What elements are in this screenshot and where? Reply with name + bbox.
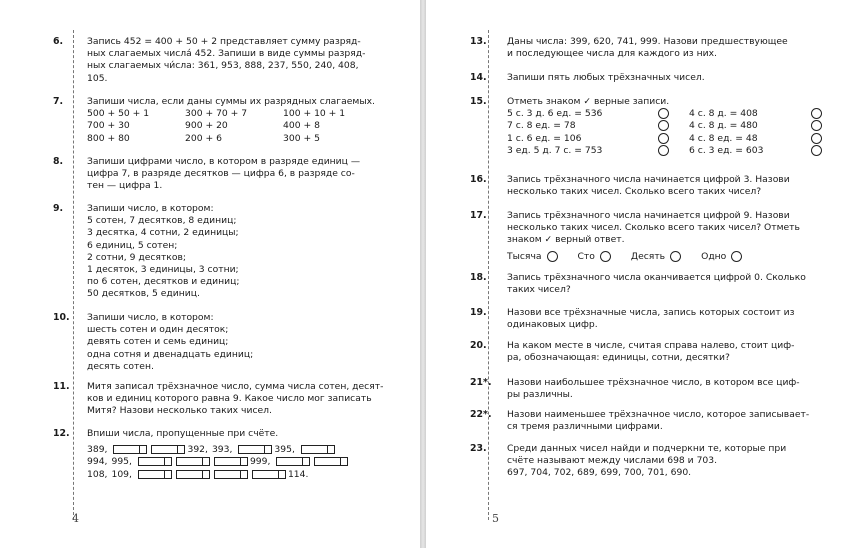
answer-box[interactable] [113, 445, 147, 454]
answer-box[interactable] [176, 470, 210, 479]
task-text [87, 381, 383, 418]
answer-option [507, 251, 558, 263]
task-number: 10. [53, 312, 70, 323]
task-text [87, 36, 365, 85]
check-statement: 3 ед. 5 д. 7 с. = 753 [507, 144, 603, 156]
task-line: Запиши цифрами число, в котором в разряде единиц — [87, 156, 361, 167]
sum-row [87, 120, 375, 132]
task-line: Отметь знаком ✓ верные записи. [507, 96, 670, 107]
sum-cell: 300 + 70 + 7 [185, 108, 248, 120]
task-line: 5 сотен, 7 десятков, 8 единиц; [87, 215, 237, 227]
task-line: 2 сотни, 9 десятков; [87, 251, 186, 263]
check-statement: 1 с. 6 ед. = 106 [507, 132, 582, 144]
task-line: Даны числа: 399, 620, 741, 999. Назови предшествующее [507, 36, 788, 47]
task-line: Назови наибольшее трёхзначное число, в котором все циф- [507, 377, 800, 388]
right-margin-line [488, 30, 489, 520]
check-row [507, 120, 829, 132]
option-label: Тысяча [507, 250, 542, 262]
right-page [426, 0, 854, 548]
task-number: 18. [470, 272, 487, 283]
task-line: знаком ✓ верный ответ. [507, 234, 625, 246]
check-row [507, 108, 829, 120]
check-entry [507, 133, 689, 145]
task-line: ных слагаемых чи́сла: 361, 953, 888, 237, 550, 240, 408, [87, 60, 359, 72]
check-circle[interactable] [811, 145, 822, 156]
check-statement: 4 с. 8 д. = 480 [689, 120, 758, 132]
answer-box[interactable] [214, 457, 248, 466]
task-line: ся тремя различными цифрами. [507, 421, 663, 433]
task-line: десять сотен. [87, 360, 154, 372]
task-line: шесть сотен и один десяток; [87, 324, 229, 336]
task-text [507, 174, 790, 198]
task-number: 19. [470, 307, 487, 318]
task-text [507, 210, 800, 263]
task-line: 1 десяток, 3 единицы, 3 сотни; [87, 264, 239, 276]
task-line: Впиши числа, пропущенные при счёте. [87, 428, 279, 439]
check-entry [689, 145, 829, 157]
left-page [0, 0, 420, 548]
task-number: 16. [470, 174, 487, 185]
task-text [507, 307, 795, 331]
task-line: и последующее числа для каждого из них. [507, 48, 717, 60]
task-line: Назови все трёхзначные числа, запись которых состоит из [507, 307, 795, 318]
sum-cell: 400 + 8 [283, 120, 320, 132]
task-text [87, 203, 239, 301]
task-number: 9. [53, 203, 64, 214]
check-entry [507, 120, 689, 132]
check-statement: 4 с. 8 д. = 408 [689, 108, 758, 120]
sequence-row [87, 469, 350, 481]
option-circle[interactable] [731, 251, 742, 262]
task-number: 6. [53, 36, 64, 47]
task-text [507, 96, 829, 157]
check-circle[interactable] [658, 108, 669, 119]
check-entry [689, 108, 829, 120]
task-line: по 6 сотен, десятков и единиц; [87, 276, 240, 288]
check-circle[interactable] [658, 133, 669, 144]
task-number: 8. [53, 156, 64, 167]
check-circle[interactable] [811, 120, 822, 131]
task-line: 697, 704, 702, 689, 699, 700, 701, 690. [507, 467, 692, 479]
sum-cell: 700 + 30 [87, 120, 130, 132]
sum-cell: 200 + 6 [185, 132, 222, 144]
task-line: Митя записал трёхзначное число, сумма числа сотен, десят- [87, 381, 384, 392]
task-text [507, 409, 809, 433]
task-number: 20. [470, 340, 487, 351]
check-statement: 6 с. 3 ед. = 603 [689, 144, 764, 156]
answer-box[interactable] [301, 445, 335, 454]
sum-row [87, 108, 375, 120]
task-line: Запиши числа, если даны суммы их разрядных слагаемых. [87, 96, 375, 107]
check-circle[interactable] [811, 108, 822, 119]
sum-cell: 500 + 50 + 1 [87, 108, 150, 120]
answer-box[interactable] [238, 445, 272, 454]
answer-box[interactable] [138, 470, 172, 479]
task-text [507, 72, 705, 84]
task-number: 22*. [470, 409, 492, 420]
answer-box[interactable] [214, 470, 248, 479]
sum-cell: 300 + 5 [283, 132, 320, 144]
answer-box[interactable] [151, 445, 185, 454]
check-row [507, 145, 829, 157]
sequence-row [87, 456, 350, 468]
task-line: одна сотня и двенадцать единиц; [87, 348, 254, 360]
task-line: несколько таких чисел. Сколько всего таких чисел? [507, 186, 762, 198]
sequence-number: 395, [274, 444, 295, 456]
check-entry [689, 120, 829, 132]
sequence-row [87, 444, 350, 456]
task-line: Запиши пять любых трёхзначных чисел. [507, 72, 705, 83]
task-text [87, 312, 253, 373]
answer-options [507, 251, 800, 263]
sequence-number: 994, [87, 456, 108, 468]
option-circle[interactable] [670, 251, 681, 262]
task-text [87, 96, 375, 145]
task-line: Запись трёхзначного числа начинается цифрой 9. Назови [507, 210, 790, 221]
check-entry [507, 108, 689, 120]
check-statement: 7 с. 8 ед. = 78 [507, 120, 576, 132]
answer-option [701, 251, 742, 263]
answer-box[interactable] [276, 457, 310, 466]
check-statement: 4 с. 8 ед. = 48 [689, 132, 758, 144]
answer-box[interactable] [138, 457, 172, 466]
page-number-right: 5 [492, 512, 499, 525]
task-line: счёте называют между числами 698 и 703. [507, 455, 718, 467]
sequence-number: 393, [211, 444, 233, 456]
task-line: цифра 7, в разряде десятков — цифра 6, в разряде со- [87, 168, 355, 180]
task-line: ков и единиц которого равна 9. Какое число мог записать [87, 393, 372, 405]
task-line: Запись трёхзначного числа оканчивается цифрой 0. Сколько [507, 272, 806, 283]
task-line: 50 десятков, 5 единиц. [87, 288, 200, 300]
option-circle[interactable] [600, 251, 611, 262]
check-entry [689, 133, 829, 145]
task-text [507, 340, 794, 364]
sum-cell: 800 + 80 [87, 132, 130, 144]
task-line: несколько таких чисел. Сколько всего таких чисел? Отметь [507, 222, 800, 234]
task-line: Митя? Назови несколько таких чисел. [87, 405, 272, 417]
left-margin-line [73, 30, 74, 520]
sequence-number: 389, [87, 444, 108, 456]
task-line: Запись трёхзначного числа начинается цифрой 3. Назови [507, 174, 790, 185]
task-line: Среди данных чисел найди и подчеркни те, которые при [507, 443, 787, 454]
sequence-number: 999, [249, 456, 271, 468]
sum-row [87, 133, 375, 145]
task-line: ра, обозначающая: единицы, сотни, десятки? [507, 352, 730, 364]
option-label: Сто [577, 250, 595, 262]
sequence-number: 995, [111, 456, 132, 468]
check-circle[interactable] [658, 120, 669, 131]
task-line: На каком месте в числе, считая справа налево, стоит циф- [507, 340, 795, 351]
answer-option [631, 251, 681, 263]
check-circle[interactable] [658, 145, 669, 156]
task-line: Назови наименьшее трёхзначное число, которое записывает- [507, 409, 810, 420]
page-number-left: 4 [72, 512, 79, 525]
task-number: 14. [470, 72, 487, 83]
option-label: Одно [701, 250, 727, 262]
sequence-number: 114. [287, 468, 309, 480]
check-circle[interactable] [811, 133, 822, 144]
task-number: 11. [53, 381, 70, 392]
task-number: 15. [470, 96, 487, 107]
sum-cell: 900 + 20 [185, 120, 228, 132]
task-text [87, 156, 360, 193]
check-row [507, 133, 829, 145]
task-line: 3 десятка, 4 сотни, 2 единицы; [87, 227, 239, 239]
task-line: ры различны. [507, 389, 573, 401]
task-line: тен — цифра 1. [87, 180, 163, 192]
task-line: ных слагаемых числа́ 452. Запиши в виде суммы разряд- [87, 48, 366, 60]
task-line: 105. [87, 72, 108, 84]
answer-box[interactable] [314, 457, 348, 466]
sequence-number: 109, [111, 468, 132, 480]
answer-box[interactable] [176, 457, 210, 466]
task-number: 7. [53, 96, 64, 107]
sequence-number: 108, [87, 468, 108, 480]
task-number: 21*. [470, 377, 492, 388]
option-circle[interactable] [547, 251, 558, 262]
task-line: Запиши число, в котором: [87, 312, 214, 323]
task-line: 6 единиц, 5 сотен; [87, 239, 178, 251]
task-line: Запиши число, в котором: [87, 203, 214, 214]
option-label: Десять [630, 250, 666, 262]
answer-option [578, 251, 611, 263]
task-line: Запись 452 = 400 + 50 + 2 представляет сумму разряд- [87, 36, 361, 47]
task-text [507, 377, 800, 401]
task-text [507, 443, 786, 480]
task-text [87, 428, 350, 481]
task-number: 13. [470, 36, 487, 47]
task-line: девять сотен и семь единиц; [87, 336, 229, 348]
task-number: 23. [470, 443, 487, 454]
task-line: таких чисел? [507, 284, 571, 296]
check-entry [507, 145, 689, 157]
task-line: одинаковых цифр. [507, 319, 598, 331]
task-text [507, 272, 806, 296]
sequence-number: 392, [187, 444, 208, 456]
task-text [507, 36, 788, 60]
check-statement: 5 с. 3 д. 6 ед. = 536 [507, 108, 603, 120]
task-number: 17. [470, 210, 487, 221]
sum-cell: 100 + 10 + 1 [283, 108, 346, 120]
task-number: 12. [53, 428, 70, 439]
answer-box[interactable] [252, 470, 286, 479]
